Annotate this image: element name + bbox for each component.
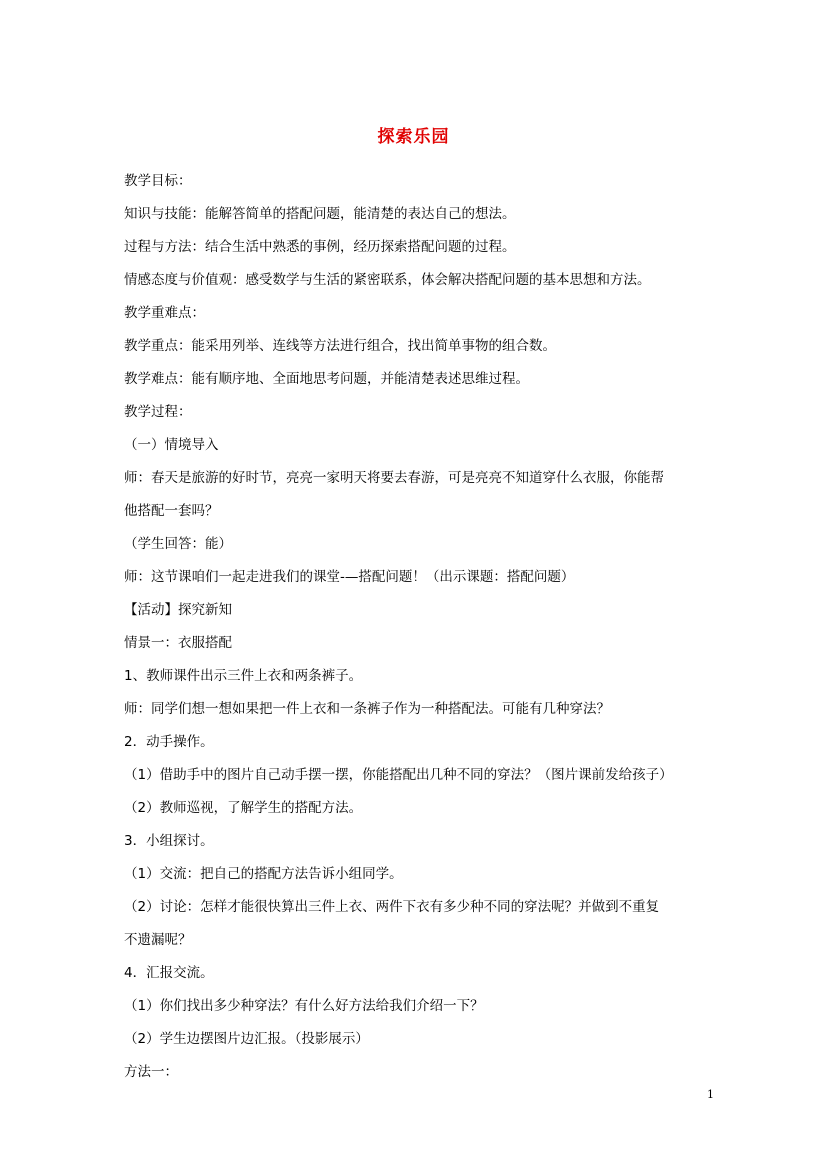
text-line: 不遗漏呢？ — [124, 932, 192, 948]
text-line: 师：春天是旅游的好时节，亮亮一家明天将要去春游，可是亮亮不知道穿什么衣服，你能帮 — [124, 470, 664, 486]
text-line: 他搭配一套吗？ — [124, 503, 219, 519]
page-number: 1 — [707, 1088, 714, 1101]
text-line: 方法一： — [124, 1064, 178, 1080]
text-line: （学生回答：能） — [124, 536, 232, 552]
text-line: 过程与方法：结合生活中熟悉的事例，经历探索搭配问题的过程。 — [124, 239, 516, 255]
text-line: 师：同学们想一想如果把一件上衣和一条裤子作为一种搭配法。可能有几种穿法？ — [124, 701, 610, 717]
text-line: 2．动手操作。 — [124, 734, 214, 750]
text-line: 知识与技能：能解答简单的搭配问题，能清楚的表达自己的想法。 — [124, 206, 516, 222]
text-line: 教学难点：能有顺序地、全面地思考问题，并能清楚表述思维过程。 — [124, 371, 529, 387]
text-line: 教学重点：能采用列举、连线等方法进行组合，找出简单事物的组合数。 — [124, 338, 556, 354]
text-line: （1）交流：把自己的搭配方法告诉小组同学。 — [124, 866, 403, 882]
text-line: 教学重难点： — [124, 305, 205, 321]
text-line: 情感态度与价值观：感受数学与生活的紧密联系，体会解决搭配问题的基本思想和方法。 — [124, 272, 651, 288]
text-line: 4．汇报交流。 — [124, 965, 214, 981]
text-line: （一）情境导入 — [124, 437, 219, 453]
text-line: 情景一：衣服搭配 — [124, 635, 232, 651]
text-line: 1、教师课件出示三件上衣和两条裤子。 — [124, 668, 363, 684]
text-line: 教学目标： — [124, 173, 192, 189]
text-line: 师：这节课咱们一起走进我们的课堂-—搭配问题！（出示课题：搭配问题） — [124, 569, 575, 585]
text-line: 3．小组探讨。 — [124, 833, 214, 849]
text-line: （2）学生边摆图片边汇报。（投影展示） — [124, 1031, 369, 1047]
document-title: 探索乐园 — [377, 127, 450, 147]
text-line: 教学过程： — [124, 404, 192, 420]
text-line: 【活动】探究新知 — [124, 602, 232, 618]
text-line: （2）教师巡视，了解学生的搭配方法。 — [124, 800, 363, 816]
text-line: （1）你们找出多少种穿法？有什么好方法给我们介绍一下？ — [124, 998, 484, 1014]
text-line: （1）借助手中的图片自己动手摆一摆，你能搭配出几种不同的穿法？（图片课前发给孩子） — [124, 767, 673, 783]
text-line: （2）讨论：怎样才能很快算出三件上衣、两件下衣有多少种不同的穿法呢？并做到不重复 — [124, 899, 660, 915]
